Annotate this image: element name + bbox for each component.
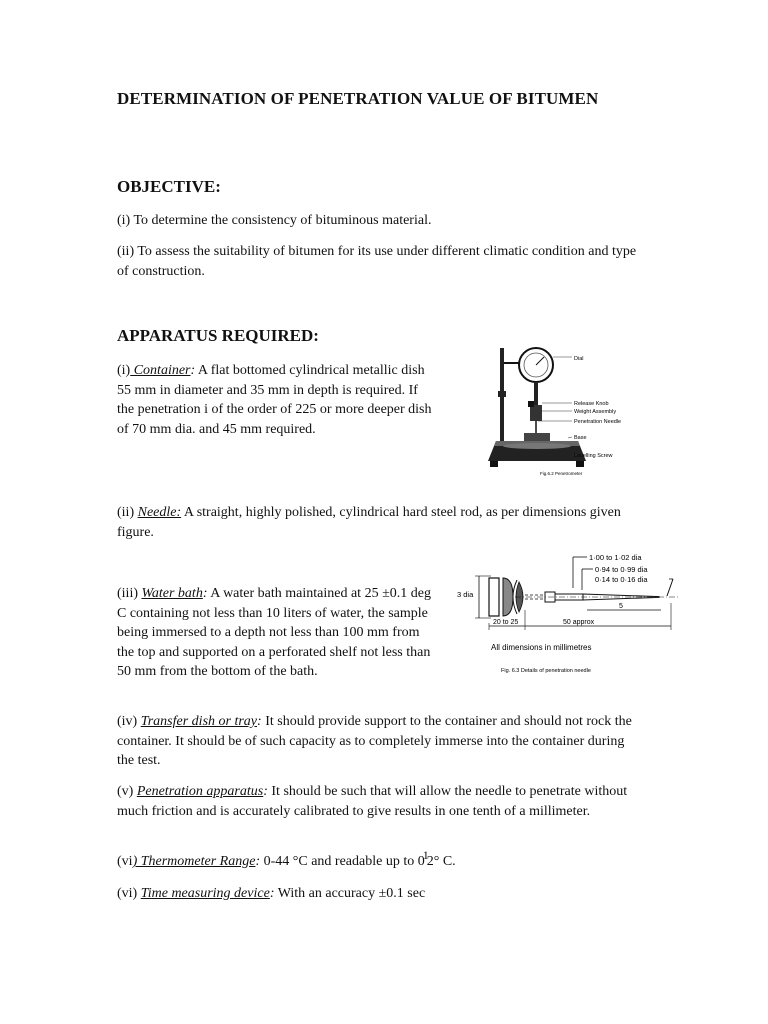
dim-50: 50 approx (563, 619, 595, 626)
needle-caption: Fig. 6.3 Details of penetration needle (501, 668, 591, 674)
needle-paragraph (117, 503, 647, 542)
thermometer-superscript: 1 (422, 848, 429, 862)
apparatus-heading: APPARATUS REQUIRED: (117, 326, 319, 345)
thermometer-paragraph (117, 848, 637, 872)
label-release-knob: Release Knob (574, 401, 609, 407)
dim-top-1: 1·00 to 1·02 dia (589, 553, 642, 562)
label-dial: Dial (574, 356, 584, 362)
container-paragraph (117, 361, 435, 439)
thermometer-text-b: 2° C. (426, 854, 456, 869)
container-label: Container (130, 363, 191, 378)
penetration-num: (v) (117, 784, 137, 799)
label-penetration-needle: Penetration Needle (574, 419, 622, 425)
dim-20-25: 20 to 25 (493, 619, 519, 626)
thermometer-label: ) Thermometer Range (132, 854, 256, 869)
time-text: With an accuracy ±0.1 sec (274, 886, 426, 901)
label-base: Base (574, 435, 587, 441)
objective-item-2: (ii) To assess the suitability of bitumen for its use under different climatic condition and type of construction. (117, 244, 637, 279)
water-bath-text: A water bath maintained at 25 ±0.1 deg C containing not less than 10 liters of water, the sample being immersed to a depth not less than 100 mm from the top and supported on a perforated shelf not less than 50 mm from the bottom of the bath. (117, 586, 431, 679)
container-num: (i) (117, 363, 131, 378)
time-label: Time measuring device (140, 886, 270, 901)
needle-num: (ii) (117, 505, 138, 520)
transfer-text: It should provide support to the container and should not rock the container. It should be of such capacity as to completely immerse into the container during the test. (117, 714, 632, 768)
penetration-text: It should be such that will allow the needle to penetrate without much friction and is accurately calibrated to give results in one tenth of a millimeter. (117, 784, 628, 819)
needle-text: A straight, highly polished, cylindrical hard steel rod, as per dimensions given figure. (117, 505, 621, 540)
dim-top-3: 0·14 to 0·16 dia (595, 575, 648, 584)
transfer-label: Transfer dish or tray (140, 714, 258, 729)
objective-heading: OBJECTIVE: (117, 177, 221, 196)
water-bath-num: (iii) (117, 586, 142, 601)
needle-figure (455, 548, 690, 680)
water-bath-colon: : (202, 586, 208, 601)
time-colon: : (269, 886, 275, 901)
transfer-dish-paragraph (117, 712, 637, 771)
label-weight-assembly: Weight Assembly (574, 409, 617, 415)
dim-5: 5 (619, 603, 623, 610)
water-bath-paragraph (117, 584, 435, 682)
time-num: (vi) (117, 886, 141, 901)
dim-left: 3 dia (457, 590, 474, 599)
document-title: DETERMINATION OF PENETRATION VALUE OF BITUMEN (117, 89, 599, 108)
needle-units-note: All dimensions in millimetres (491, 643, 592, 652)
transfer-num: (iv) (117, 714, 141, 729)
dim-top-2: 0·94 to 0·99 dia (595, 565, 648, 574)
thermometer-num: (vi (117, 854, 133, 869)
penetration-apparatus-paragraph (117, 782, 637, 821)
time-device-paragraph (117, 884, 637, 904)
thermometer-colon: : (255, 854, 261, 869)
needle-label: Needle: (137, 505, 182, 520)
water-bath-label: Water bath (141, 586, 203, 601)
transfer-colon: : (257, 714, 262, 729)
label-levelling-screw: Levelling Screw (574, 453, 613, 459)
container-text: A flat bottomed cylindrical metallic dish 55 mm in diameter and 35 mm in depth is required. If the penetration i of the order of 225 or more deeper dish of 70 mm dia. and 45 mm required. (117, 363, 432, 437)
thermometer-text-a: 0-44 °C and readable up to 0 (260, 854, 425, 869)
container-colon: : (190, 363, 196, 378)
penetration-colon: : (263, 784, 268, 799)
penetrometer-caption: Fig.6.2 Penetrometer (540, 471, 583, 476)
penetration-label: Penetration apparatus (136, 784, 264, 799)
penetrometer-figure (448, 343, 648, 483)
objective-item-1: (i) To determine the consistency of bituminous material. (117, 213, 432, 228)
